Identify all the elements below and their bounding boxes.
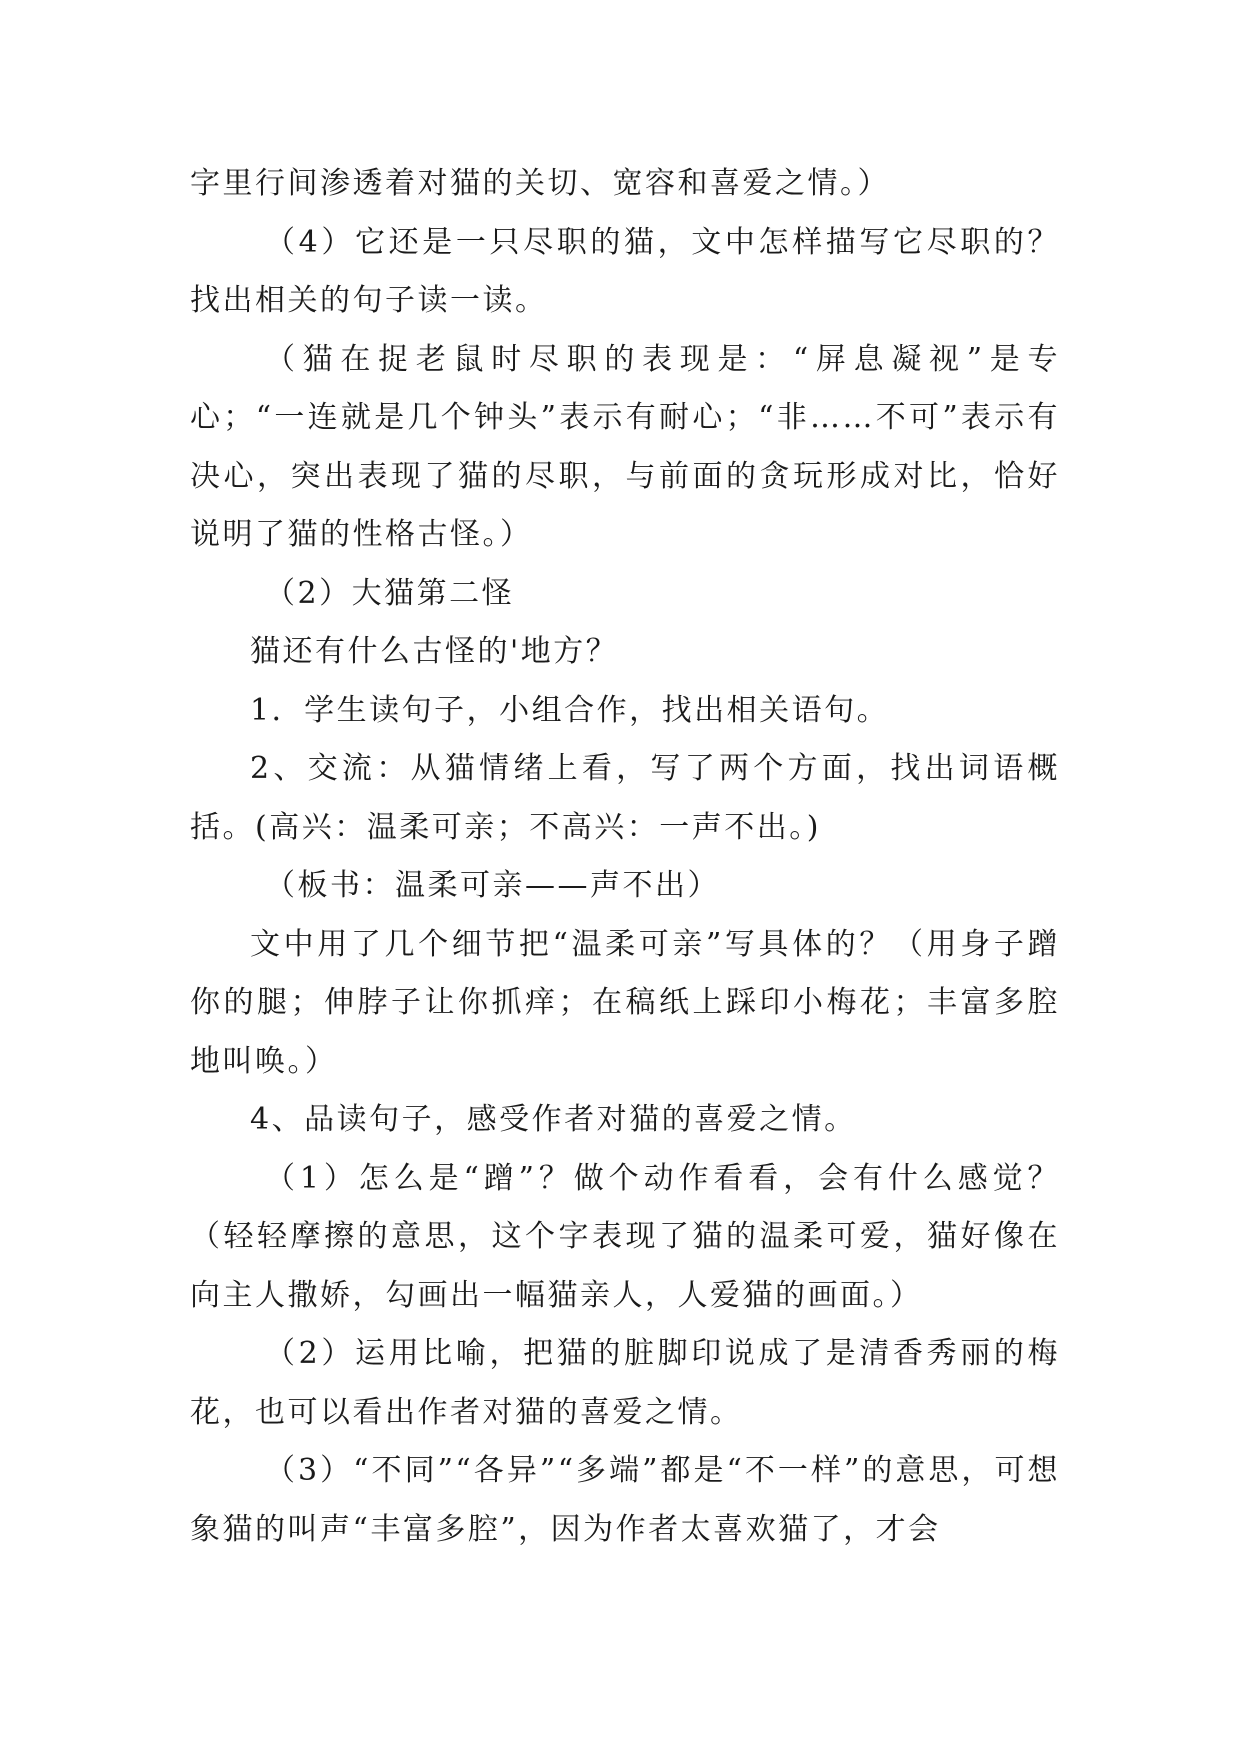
paragraph-item-1: （1）怎么是“蹭”？做个动作看看，会有什么感觉？（轻轻摩擦的意思，这个字表现了猫的温柔可爱，猫好像在向主人撒娇，勾画出一幅猫亲人，人爱猫的画面。） [190,1160,1060,1313]
paragraph-board-note: （板书：温柔可亲——声不出） [265,868,720,903]
paragraph-item-3: （3）“不同”“各异”“多端”都是“不一样”的意思，可想象猫的叫声“丰富多腔”，因为作者太喜欢猫了，才会 [190,1453,1060,1547]
paragraph-item-2: （2）运用比喻，把猫的脏脚印说成了是清香秀丽的梅花，也可以看出作者对猫的喜爱之情。 [190,1336,1060,1430]
section-heading: （2）大猫第二怪 [265,575,515,611]
paragraph-answer-4: （猫在捉老鼠时尽职的表现是：“屏息凝视”是专心；“一连就是几个钟头”表示有耐心；“非……不可”表示有决心，突出表现了猫的尽职，与前面的贪玩形成对比，恰好说明了猫的性格古怪。） [190,341,1060,552]
paragraph-details: 文中用了几个细节把“温柔可亲”写具体的？（用身子蹭你的腿；伸脖子让你抓痒；在稿纸上踩印小梅花；丰富多腔地叫唤。） [190,926,1060,1079]
paragraph-step-1: 1．学生读句子，小组合作，找出相关语句。 [250,692,890,728]
paragraph-question-4: （4）它还是一只尽职的猫，文中怎样描写它尽职的？找出相关的句子读一读。 [190,224,1060,318]
paragraph-step-2: 2、交流：从猫情绪上看，写了两个方面，找出词语概括。(高兴：温柔可亲；不高兴：一声不出。) [190,751,1060,845]
paragraph-step-4: 4、品读句子，感受作者对猫的喜爱之情。 [250,1102,857,1137]
document-body [190,155,1060,1559]
paragraph-question: 猫还有什么古怪的'地方？ [250,634,619,669]
paragraph-continued: 字里行间渗透着对猫的关切、宽容和喜爱之情。） [190,166,890,201]
